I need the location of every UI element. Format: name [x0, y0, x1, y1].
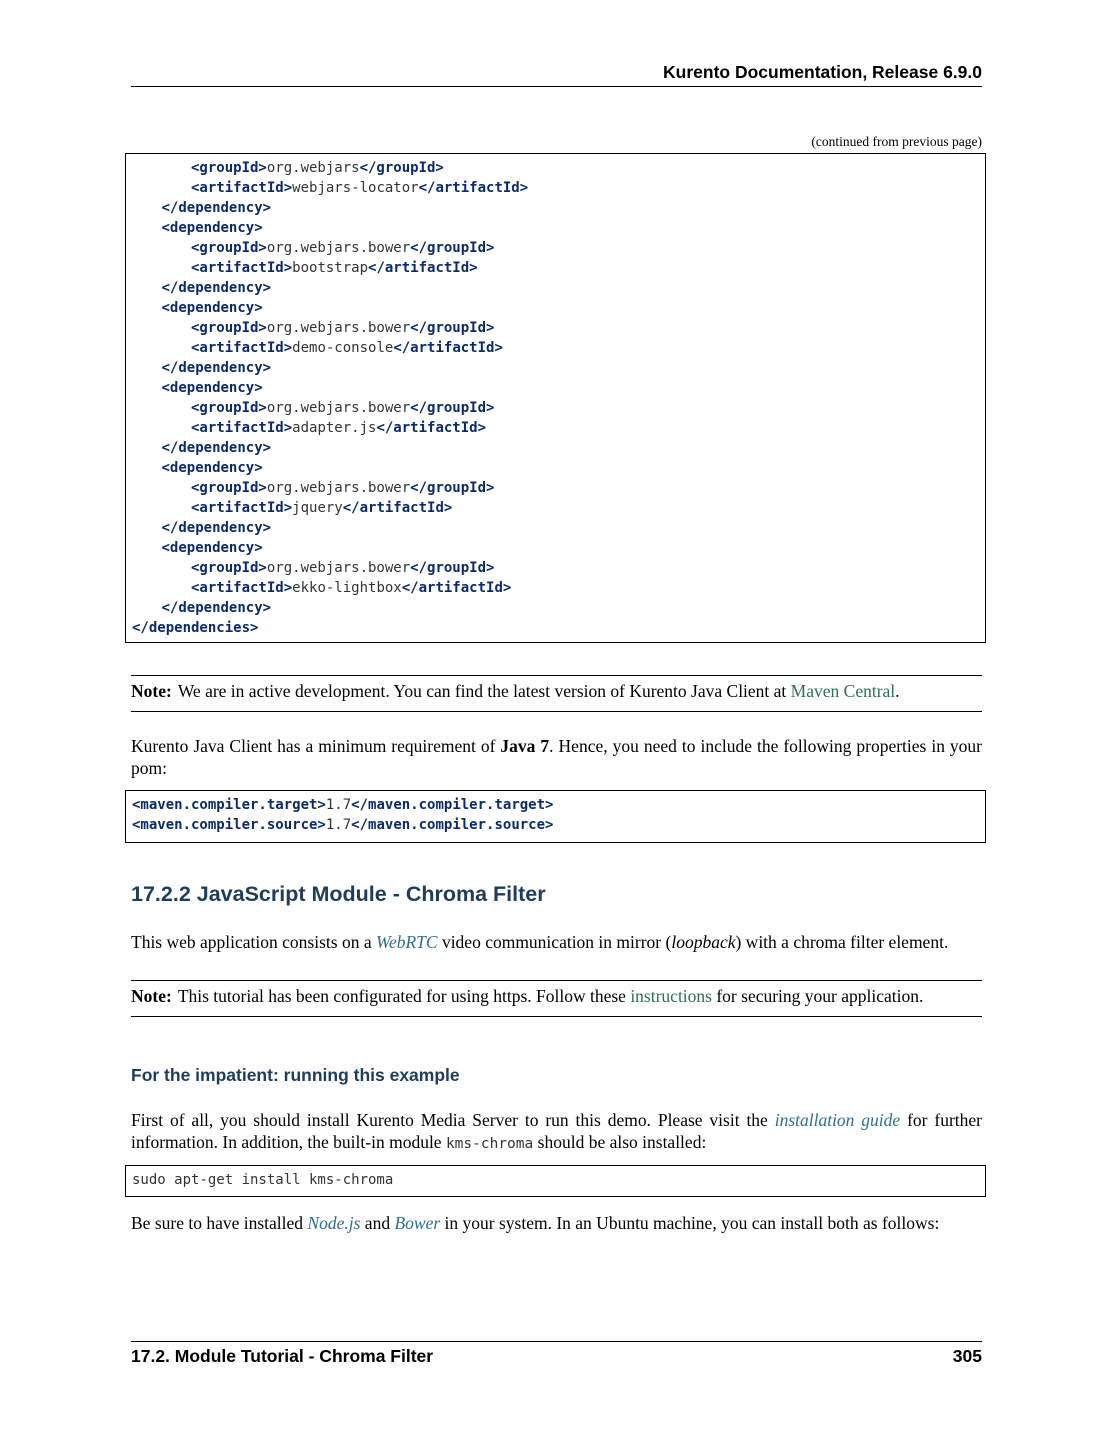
node-para-mid: and	[360, 1213, 395, 1233]
code-tag: <artifactId>	[191, 340, 293, 356]
continued-label: (continued from previous page)	[811, 134, 982, 149]
code-line	[191, 558, 494, 578]
install-para-pre: First of all, you should install Kurento Media Server to run this demo. Please visit the	[131, 1110, 775, 1130]
node-para-post: in your system. In an Ubuntu machine, you can install both as follows:	[440, 1213, 940, 1233]
code-line	[191, 478, 494, 498]
code-line	[191, 158, 444, 178]
code-tag: <artifactId>	[191, 580, 293, 596]
code-tag: </dependency>	[161, 280, 272, 296]
install-para-post: should be also installed:	[533, 1132, 707, 1152]
node-bower-paragraph	[131, 1212, 982, 1234]
app-para-post: ) with a chroma filter element.	[735, 932, 949, 952]
code-line	[132, 618, 258, 638]
code-tag: </artifactId>	[376, 420, 487, 436]
subsection-heading: For the impatient: running this example	[131, 1065, 460, 1085]
code-tag: </dependency>	[161, 360, 272, 376]
code-tag: <dependency>	[161, 380, 263, 396]
code-value: org.webjars.bower	[266, 560, 411, 576]
code-tag: </artifactId>	[393, 340, 503, 356]
code-line	[191, 238, 494, 258]
code-value: 1.7	[325, 797, 352, 813]
code-value: org.webjars.bower	[266, 480, 411, 496]
code-tag: </groupId>	[359, 160, 444, 176]
java-para-post: . Hence, you need to include the following properties in your pom:	[131, 736, 983, 778]
footer-section-title: 17.2. Module Tutorial - Chroma Filter	[131, 1346, 434, 1366]
code-value: adapter.js	[292, 420, 377, 436]
bower-link[interactable]: Bower	[394, 1213, 441, 1233]
instructions-link[interactable]: instructions	[630, 986, 712, 1006]
code-tag: <maven.compiler.target>	[132, 797, 326, 813]
java-version: Java 7	[500, 736, 550, 756]
code-line	[162, 438, 272, 458]
note-https	[131, 985, 982, 1007]
note-maven	[131, 680, 982, 702]
code-tag: <dependency>	[161, 220, 263, 236]
code-tag: </artifactId>	[418, 180, 529, 196]
java-requirement-paragraph	[131, 735, 982, 779]
code-tag: <artifactId>	[191, 180, 293, 196]
code-tag: <artifactId>	[191, 420, 293, 436]
code-line	[162, 458, 263, 478]
code-line	[162, 538, 263, 558]
code-line	[191, 578, 511, 598]
code-block-dependencies	[125, 153, 986, 643]
code-value: demo-console	[292, 340, 394, 356]
code-line	[132, 795, 553, 815]
code-value: webjars-locator	[292, 180, 419, 196]
code-line	[191, 418, 486, 438]
code-tag: <groupId>	[191, 400, 267, 416]
note-top-rule	[131, 675, 982, 676]
code-line	[162, 598, 272, 618]
code-tag: <dependency>	[161, 300, 263, 316]
code-line	[162, 298, 263, 318]
code-value: org.webjars	[266, 160, 360, 176]
code-line	[191, 398, 494, 418]
code-block-compiler-properties	[125, 790, 986, 843]
code-line	[162, 518, 272, 538]
code-line: sudo apt-get install kms-chroma	[132, 1172, 394, 1188]
code-tag: <dependency>	[161, 460, 263, 476]
code-line	[191, 498, 452, 518]
code-line	[162, 378, 263, 398]
code-tag: <groupId>	[191, 160, 267, 176]
code-line	[132, 815, 553, 835]
code-tag: </groupId>	[410, 240, 495, 256]
note-text: We are in active development. You can find the latest version of Kurento Java Client at	[177, 681, 791, 701]
code-tag: </maven.compiler.target>	[351, 797, 554, 813]
code-tag: </dependencies>	[132, 620, 259, 636]
java-para-pre: Kurento Java Client has a minimum requirement of	[131, 736, 501, 756]
code-tag: <groupId>	[191, 560, 267, 576]
code-block-apt-install	[125, 1165, 986, 1197]
code-tag: </dependency>	[161, 600, 272, 616]
code-line	[162, 278, 272, 298]
nodejs-link[interactable]: Node.js	[307, 1213, 361, 1233]
code-tag: <artifactId>	[191, 260, 293, 276]
section-heading: 17.2.2 JavaScript Module - Chroma Filter	[131, 882, 546, 906]
code-line	[162, 218, 263, 238]
kms-chroma-code: kms-chroma	[445, 1136, 534, 1152]
code-line	[191, 178, 528, 198]
loopback-term: loopback	[671, 932, 736, 952]
maven-central-link[interactable]: Maven Central	[790, 681, 896, 701]
code-tag: </artifactId>	[342, 500, 453, 516]
webrtc-link[interactable]: WebRTC	[375, 932, 438, 952]
install-paragraph	[131, 1109, 982, 1155]
note2-end: for securing your application.	[711, 986, 924, 1006]
code-line	[162, 358, 272, 378]
code-tag: </groupId>	[410, 400, 495, 416]
note2-top-rule	[131, 980, 982, 981]
note-end: .	[895, 681, 900, 701]
code-value: jquery	[292, 500, 343, 516]
note2-bottom-rule	[131, 1016, 982, 1017]
note2-text: This tutorial has been configurated for using https. Follow these	[177, 986, 631, 1006]
code-tag: </groupId>	[410, 480, 495, 496]
code-line	[191, 338, 503, 358]
code-tag: </maven.compiler.source>	[351, 817, 554, 833]
code-line	[162, 198, 272, 218]
code-tag: <groupId>	[191, 320, 267, 336]
code-value: org.webjars.bower	[266, 240, 411, 256]
code-line	[191, 318, 494, 338]
installation-guide-link[interactable]: installation guide	[774, 1110, 901, 1130]
code-value: 1.7	[325, 817, 352, 833]
code-tag: </groupId>	[410, 320, 495, 336]
code-value: org.webjars.bower	[266, 400, 411, 416]
header-divider	[131, 86, 982, 87]
code-tag: <maven.compiler.source>	[132, 817, 326, 833]
code-tag: <artifactId>	[191, 500, 293, 516]
code-value: org.webjars.bower	[266, 320, 411, 336]
app-para-mid: video communication in mirror (	[437, 932, 672, 952]
code-tag: </dependency>	[161, 520, 272, 536]
code-tag: <dependency>	[161, 540, 263, 556]
footer-page-number: 305	[952, 1346, 982, 1366]
app-para-pre: This web application consists on a	[131, 932, 376, 952]
note-label: Note:	[131, 681, 172, 701]
code-tag: </artifactId>	[368, 260, 478, 276]
code-tag: </dependency>	[161, 440, 272, 456]
code-tag: </groupId>	[410, 560, 495, 576]
code-tag: </dependency>	[161, 200, 272, 216]
page-header-title: Kurento Documentation, Release 6.9.0	[663, 62, 982, 82]
code-tag: </artifactId>	[401, 580, 512, 596]
code-value: ekko-lightbox	[292, 580, 402, 596]
install-para-mid: for further information. In addition, the built-in module	[131, 1110, 982, 1152]
app-description-paragraph	[131, 931, 982, 953]
note-bottom-rule	[131, 711, 982, 712]
footer-divider	[131, 1341, 982, 1342]
code-line	[191, 258, 478, 278]
node-para-pre: Be sure to have installed	[131, 1213, 308, 1233]
code-tag: <groupId>	[191, 240, 267, 256]
code-value: bootstrap	[292, 260, 369, 276]
note2-label: Note:	[131, 986, 172, 1006]
code-tag: <groupId>	[191, 480, 267, 496]
